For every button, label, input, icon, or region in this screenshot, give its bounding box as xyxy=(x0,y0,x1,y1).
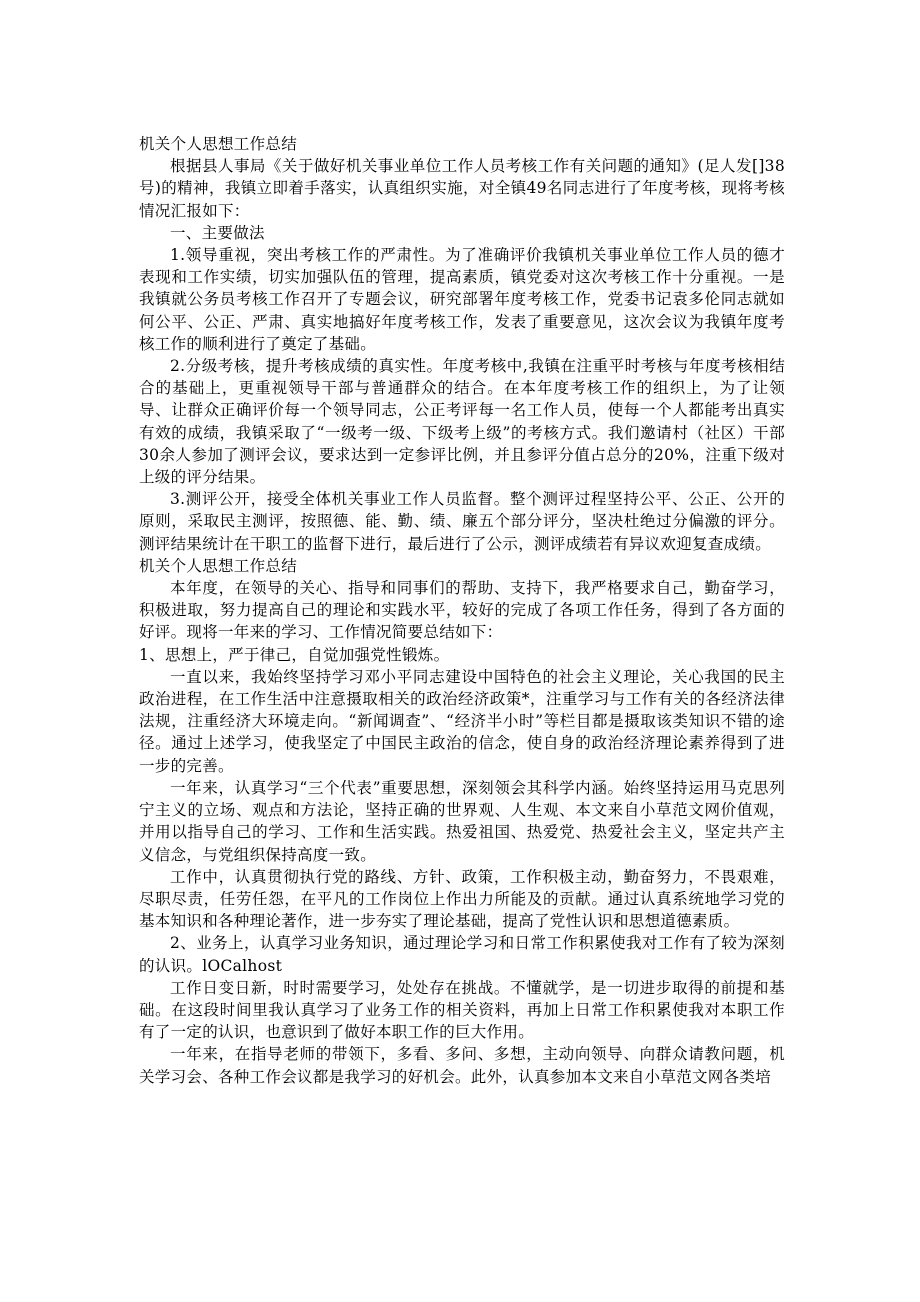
section-heading-ideology: 1、思想上，严于律己，自觉加强党性锻炼。 xyxy=(139,645,450,664)
paragraph-mentorship: 一年来，在指导老师的带领下，多看、多问、多想，主动向领导、向群众请教问题，机关学习会、各种工作会议都是我学习的好机会。此外，认真参加本文来自小草范文网各类培 xyxy=(139,1045,785,1086)
section-heading-main-practices: 一、主要做法 xyxy=(170,223,265,242)
paragraph-three-represents: 一年来，认真学习“三个代表”重要思想，深刻领会其科学内涵。始终坚持运用马克思列宁主义的立场、观点和方法论，坚持正确的世界观、人生观、本文来自小草范文网价值观，并用以指导自己的学习、工作和生活实践。热爱祖国、热爱党、热爱社会主义，坚定共产主义信念，与党组织保持高度一致。 xyxy=(139,778,785,864)
paragraph-open-evaluation: 3.测评公开，接受全体机关事业工作人员监督。整个测评过程坚持公平、公正、公开的原则，采取民主测评，按照德、能、勤、绩、廉五个部分评分，坚决杜绝过分偏激的评分。测评结果统计在干职工的监督下进行，最后进行了公示，测评成绩若有异议欢迎复查成绩。 xyxy=(139,490,785,553)
section-heading-business: 2、业务上，认真学习业务知识，通过理论学习和日常工作积累使我对工作有了较为深刻的认识。lOCalhost xyxy=(139,934,785,975)
document-title: 机关个人思想工作总结 xyxy=(139,135,298,153)
paragraph-annual-summary-intro: 本年度，在领导的关心、指导和同事们的帮助、支持下，我严格要求自己，勤奋学习，积极进取，努力提高自己的理论和实践水平，较好的完成了各项工作任务，得到了各方面的好评。现将一年来的学习、工作情况简要总结如下： xyxy=(139,579,785,642)
paragraph-intro: 根据县人事局《关于做好机关事业单位工作人员考核工作有关问题的通知》(足人发[]38号)的精神，我镇立即着手落实，认真组织实施，对全镇49名同志进行了年度考核，现将考核情况汇报如下： xyxy=(139,157,785,220)
paragraph-graded-assessment: 2.分级考核，提升考核成绩的真实性。年度考核中,我镇在注重平时考核与年度考核相结合的基础上，更重视领导干部与普通群众的结合。在本年度考核工作的组织上，为了让领导、让群众正确评价每一个领导同志，公正考评每一名工作人员，使每一个人都能考出真实有效的成绩，我镇采取了“一级考一级、下级考上级”的考核方式。我们邀请村（社区）干部30余人参加了测评会议，要求达到一定参评比例，并且参评分值占总分的20%，注重下级对上级的评分结果。 xyxy=(139,357,785,487)
second-document-title: 机关个人思想工作总结 xyxy=(139,556,298,575)
document-page xyxy=(139,133,785,1088)
paragraph-continuous-learning: 工作日变日新，时时需要学习，处处存在挑战。不懂就学，是一切进步取得的前提和基础。在这段时间里我认真学习了业务工作的相关资料，再加上日常工作积累使我对本职工作有了一定的认识，也意识到了做好本职工作的巨大作用。 xyxy=(139,978,785,1042)
paragraph-leadership: 1.领导重视，突出考核工作的严肃性。为了准确评价我镇机关事业单位工作人员的德才表现和工作实绩，切实加强队伍的管理，提高素质，镇党委对这次考核工作十分重视。一是我镇就公务员考核工作召开了专题会议，研究部署年度考核工作，党委书记袁多伦同志就如何公平、公正、严肃、真实地搞好年度考核工作，发表了重要意见，这次会议为我镇年度考核工作的顺利进行了奠定了基础。 xyxy=(139,246,785,353)
paragraph-work-attitude: 工作中，认真贯彻执行党的路线、方针、政策，工作积极主动，勤奋努力，不畏艰难，尽职尽责，任劳任怨，在平凡的工作岗位上作出力所能及的贡献。通过认真系统地学习党的基本知识和各种理论著作，进一步夯实了理论基础，提高了党性认识和思想道德素质。 xyxy=(139,867,785,931)
paragraph-political-study: 一直以来，我始终坚持学习邓小平同志建设中国特色的社会主义理论，关心我国的民主政治进程，在工作生活中注意摄取相关的政治经济政策*，注重学习与工作有关的各经济法律法规，注重经济大环境走向。“新闻调查”、“经济半小时”等栏目都是摄取该类知识不错的途径。通过上述学习，使我坚定了中国民主政治的信念，使自身的政治经济理论素养得到了进一步的完善。 xyxy=(139,667,785,775)
